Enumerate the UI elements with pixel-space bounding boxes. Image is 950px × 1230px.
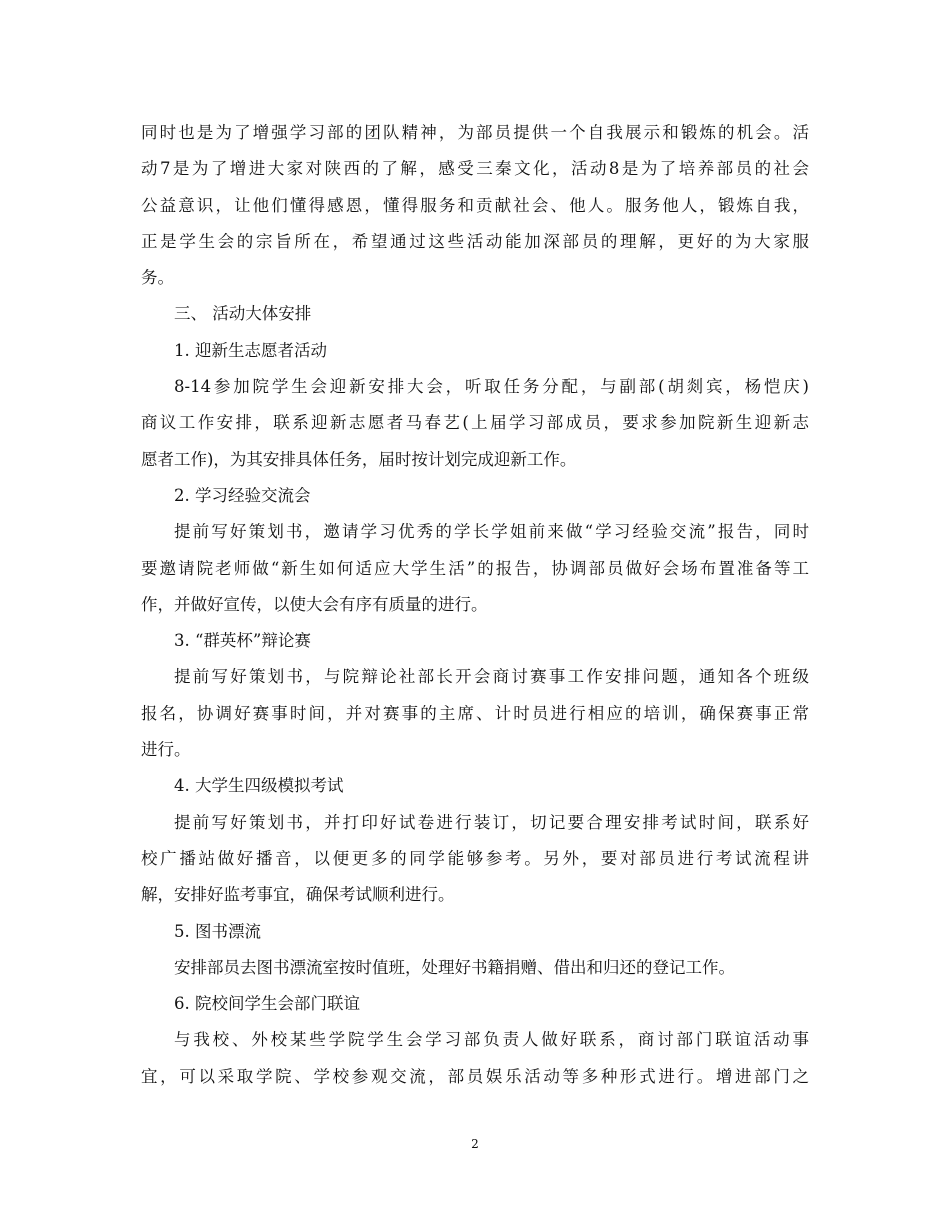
item-heading: 2. 学习经验交流会 — [174, 485, 311, 505]
item-heading: 3. “群英杯”辩论赛 — [174, 631, 311, 651]
paragraph-line: 进行。 — [141, 740, 191, 760]
document-page — [141, 115, 809, 1095]
paragraph-line: 报名，协调好赛事时间，并对赛事的主席、计时员进行相应的培训，确保赛事正常 — [141, 703, 809, 723]
item-heading: 6. 院校间学生会部门联谊 — [174, 994, 360, 1014]
paragraph-line: 8-14参加院学生会迎新安排大会，听取任务分配，与副部(胡剡宾，杨恺庆) — [174, 377, 809, 397]
paragraph-line: 解，安排好监考事宜，确保考试顺利进行。 — [141, 885, 455, 905]
paragraph-line: 务。 — [141, 268, 174, 288]
paragraph-line: 宜，可以采取学院、学校参观交流，部员娱乐活动等多种形式进行。增进部门之 — [141, 1066, 809, 1086]
paragraph-line: 提前写好策划书，与院辩论社部长开会商讨赛事工作安排问题，通知各个班级 — [174, 667, 809, 687]
page-number: 2 — [471, 1137, 479, 1151]
paragraph-line: 与我校、外校某些学院学生会学习部负责人做好联系，商讨部门联谊活动事 — [174, 1030, 809, 1050]
paragraph-line: 正是学生会的宗旨所在，希望通过这些活动能加深部员的理解，更好的为大家服 — [141, 231, 809, 251]
paragraph-line: 同时也是为了增强学习部的团队精神，为部员提供一个自我展示和锻炼的机会。活 — [141, 123, 809, 142]
paragraph-line: 提前写好策划书，邀请学习优秀的学长学姐前来做“学习经验交流”报告，同时 — [174, 522, 809, 542]
paragraph-line: 动7是为了增进大家对陕西的了解，感受三秦文化，活动8是为了培养部员的社会 — [141, 159, 809, 179]
paragraph-line: 公益意识，让他们懂得感恩，懂得服务和贡献社会、他人。服务他人，锻炼自我， — [141, 195, 809, 215]
paragraph-line: 愿者工作)，为其安排具体任务，届时按计划完成迎新工作。 — [141, 449, 577, 469]
item-heading: 1. 迎新生志愿者活动 — [174, 340, 327, 360]
paragraph-line: 商议工作安排，联系迎新志愿者马春艺(上届学习部成员，要求参加院新生迎新志 — [141, 413, 809, 433]
paragraph-line: 校广播站做好播音，以便更多的同学能够参考。另外，要对部员进行考试流程讲 — [141, 848, 809, 868]
paragraph-line: 要邀请院老师做“新生如何适应大学生活”的报告，协调部员做好会场布置准备等工 — [141, 558, 809, 578]
item-heading: 4. 大学生四级模拟考试 — [174, 776, 344, 796]
paragraph-line: 作，并做好宣传，以使大会有序有质量的进行。 — [141, 594, 488, 614]
paragraph-line: 提前写好策划书，并打印好试卷进行装订，切记要合理安排考试时间，联系好 — [174, 812, 809, 832]
item-heading: 5. 图书漂流 — [174, 921, 261, 941]
paragraph-line: 安排部员去图书漂流室按时值班，处理好书籍捐赠、借出和归还的登记工作。 — [174, 957, 735, 977]
section-heading: 三、 活动大体安排 — [174, 304, 312, 324]
